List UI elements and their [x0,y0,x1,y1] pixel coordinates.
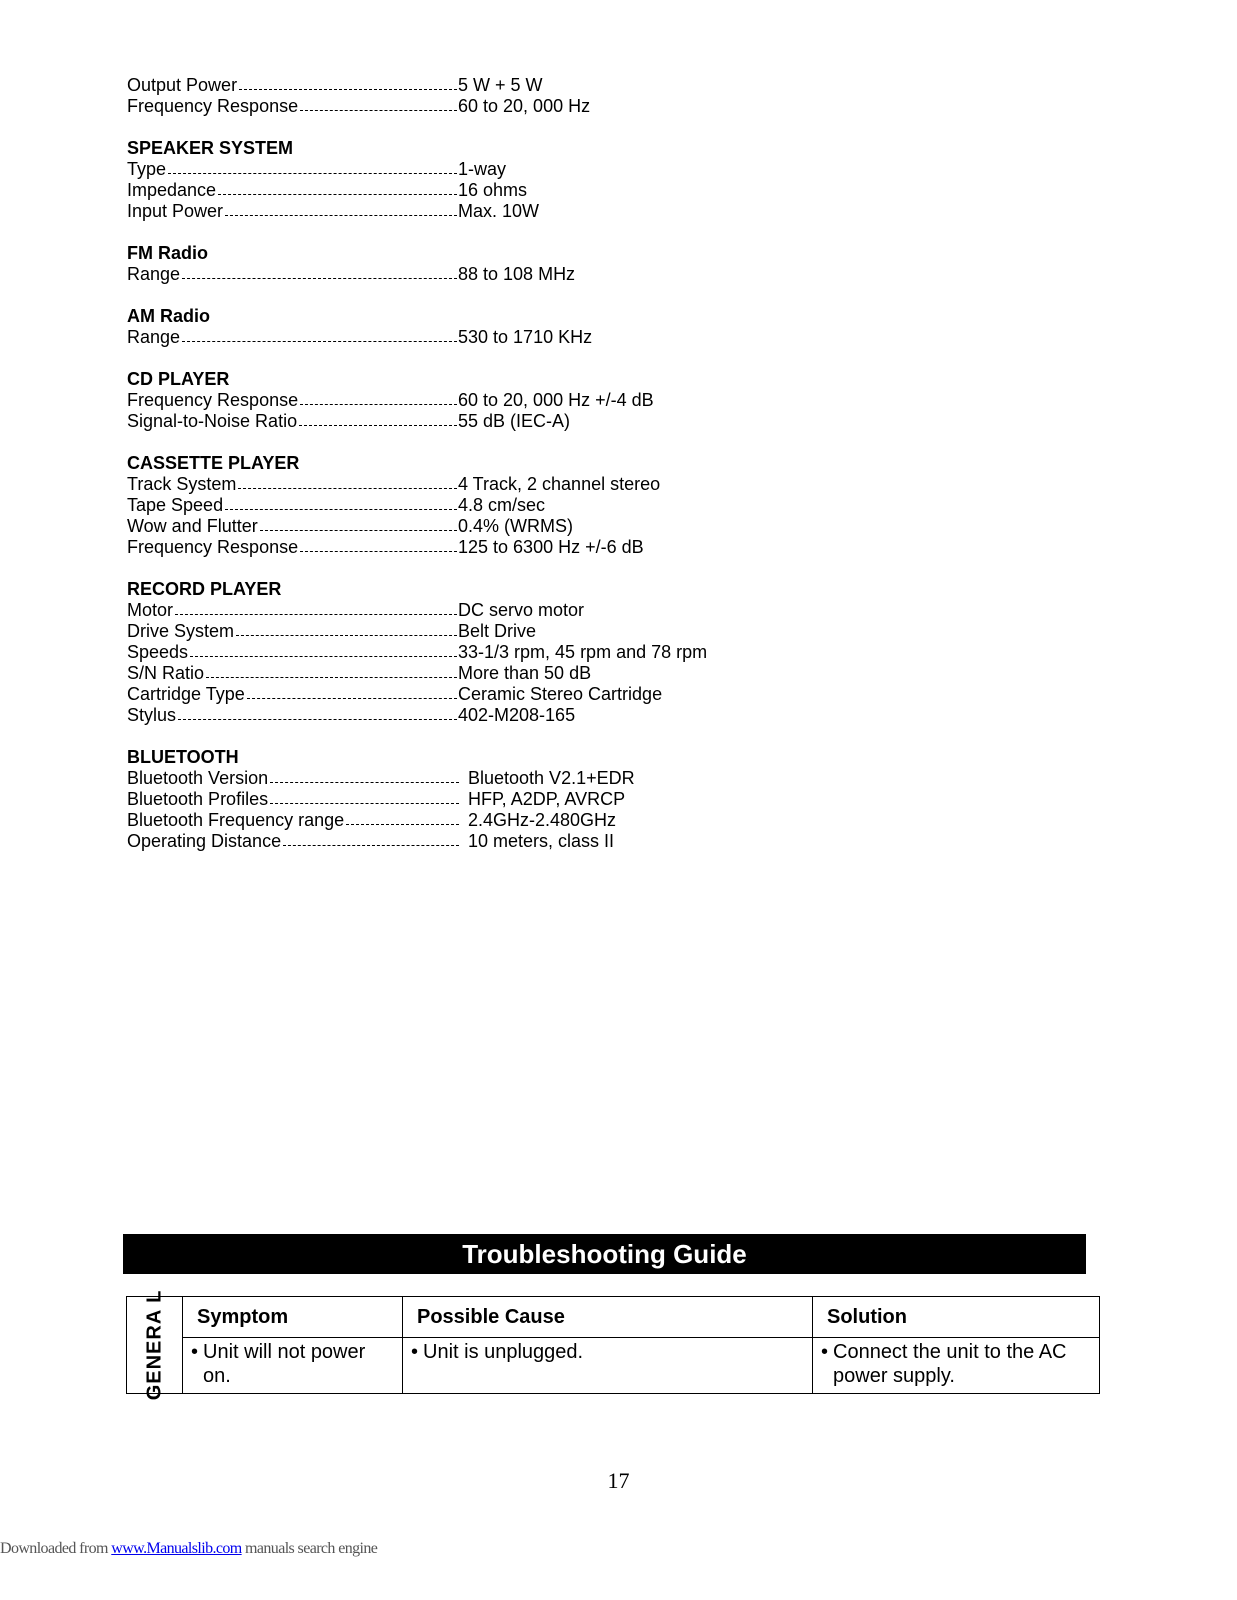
spec-value: 2.4GHz-2.480GHz [468,810,617,830]
spec-label: Impedance [127,180,217,200]
spec-value: More than 50 dB [458,663,592,683]
spec-label: Bluetooth Frequency range [127,810,345,830]
section-title: SPEAKER SYSTEM [127,138,294,158]
spec-label: Drive System [127,621,235,641]
table-row [127,1338,1100,1394]
spec-section [127,138,827,222]
possible-cause-header: Possible Cause [403,1297,813,1338]
spec-value: Bluetooth V2.1+EDR [468,768,635,788]
spec-row [127,642,827,663]
dotted-leader [168,173,457,174]
spec-label: Range [127,264,181,284]
spec-row [127,180,827,201]
spec-value: Ceramic Stereo Cartridge [458,684,663,704]
solution-text: Connect the unit to the AC power supply. [833,1341,1067,1387]
spec-label: Frequency Response [127,390,299,410]
spec-row [127,516,827,537]
dotted-leader [178,719,457,720]
general-side-label: GENERA L [143,1289,165,1401]
spec-value: 10 meters, class II [468,831,615,851]
cause-text: Unit is unplugged. [423,1341,584,1363]
spec-label: Speeds [127,642,189,662]
solution-header: Solution [813,1297,1100,1338]
spec-label: Signal-to-Noise Ratio [127,411,298,431]
spec-value: 0.4% (WRMS) [458,516,574,536]
symptom-header: Symptom [183,1297,403,1338]
footer-prefix: Downloaded from [0,1540,112,1557]
spec-label: Bluetooth Profiles [127,789,269,809]
section-title: AM Radio [127,306,210,326]
spec-value: 5 W + 5 W [458,75,543,95]
table-header-row [127,1297,1100,1338]
spec-value: 4 Track, 2 channel stereo [458,474,661,494]
spec-value: 1-way [458,159,507,179]
spec-value: DC servo motor [458,600,585,620]
page-number: 17 [607,1468,630,1493]
troubleshooting-table [126,1289,1100,1401]
spec-value: 55 dB (IEC-A) [458,411,571,431]
spec-label: Operating Distance [127,831,282,851]
section-title: FM Radio [127,243,208,263]
dotted-leader [300,551,457,552]
spec-section [127,369,827,432]
spec-row [127,705,827,726]
dotted-leader [190,656,457,657]
dotted-leader [260,530,457,531]
spec-row [127,768,827,789]
dotted-leader [346,824,459,825]
dotted-leader [206,677,457,678]
spec-value: 530 to 1710 KHz [458,327,593,347]
bullet: • [191,1341,199,1363]
dotted-leader [218,194,457,195]
spec-value: HFP, A2DP, AVRCP [468,789,626,809]
spec-label: Frequency Response [127,537,299,557]
dotted-leader [238,488,457,489]
spec-row [127,537,827,558]
symptom-cell [183,1338,403,1394]
spec-section [127,747,827,852]
spec-value: 402-M208-165 [458,705,576,725]
download-footer [0,1540,377,1558]
spec-row [127,327,827,348]
bullet: • [821,1341,829,1363]
spec-label: Input Power [127,201,224,221]
dotted-leader [247,698,457,699]
spec-row [127,810,827,831]
dotted-leader [225,215,457,216]
spec-row [127,201,827,222]
dotted-leader [270,782,459,783]
spec-row [127,684,827,705]
spec-section [127,579,827,726]
manualslib-link[interactable]: www.Manualslib.com [111,1540,242,1557]
spec-row [127,663,827,684]
section-title: CASSETTE PLAYER [127,453,300,473]
spec-value: Max. 10W [458,201,540,221]
dotted-leader [283,845,459,846]
dotted-leader [270,803,459,804]
spec-section [127,306,827,348]
spec-row [127,621,827,642]
section-title: CD PLAYER [127,369,230,389]
dotted-leader [300,404,457,405]
dotted-leader [175,614,457,615]
spec-section [127,243,827,285]
spec-row [127,96,827,117]
dotted-leader [299,425,457,426]
spec-row [127,600,827,621]
dotted-leader [182,341,457,342]
dotted-leader [239,89,457,90]
spec-label: Frequency Response [127,96,299,116]
spec-row [127,831,827,852]
solution-cell [813,1338,1100,1394]
spec-label: Cartridge Type [127,684,245,704]
spec-label: Bluetooth Version [127,768,269,788]
spec-row [127,159,827,180]
spec-row [127,75,827,96]
spec-label: Type [127,159,167,179]
footer-suffix: manuals search engine [241,1540,378,1557]
spec-label: Output Power [127,75,238,95]
dotted-leader [225,509,457,510]
troubleshooting-title: Troubleshooting Guide [123,1234,1086,1274]
spec-value: 4.8 cm/sec [458,495,546,515]
spec-label: Tape Speed [127,495,224,515]
spec-value: 33-1/3 rpm, 45 rpm and 78 rpm [458,642,708,662]
spec-label: S/N Ratio [127,663,205,683]
spec-label: Stylus [127,705,177,725]
spec-row [127,789,827,810]
spec-row [127,495,827,516]
spec-value: 16 ohms [458,180,528,200]
bullet: • [411,1341,419,1363]
spec-label: Track System [127,474,237,494]
symptom-text: Unit will not power on. [203,1341,366,1387]
spec-label: Range [127,327,181,347]
spec-row [127,264,827,285]
spec-row [127,390,827,411]
spec-row [127,411,827,432]
spec-label: Wow and Flutter [127,516,258,536]
specifications [127,75,827,852]
spec-value: 88 to 108 MHz [458,264,576,284]
spec-value: 60 to 20, 000 Hz [458,96,591,116]
dotted-leader [182,278,457,279]
general-side-cell [127,1289,183,1401]
cause-cell [403,1338,813,1394]
spec-section [127,453,827,558]
dotted-leader [236,635,457,636]
spec-row [127,474,827,495]
section-title: RECORD PLAYER [127,579,282,599]
dotted-leader [300,110,457,111]
spec-label: Motor [127,600,174,620]
spec-value: 60 to 20, 000 Hz +/-4 dB [458,390,654,410]
spec-value: Belt Drive [458,621,537,641]
section-title: BLUETOOTH [127,747,239,767]
spec-value: 125 to 6300 Hz +/-6 dB [458,537,644,557]
